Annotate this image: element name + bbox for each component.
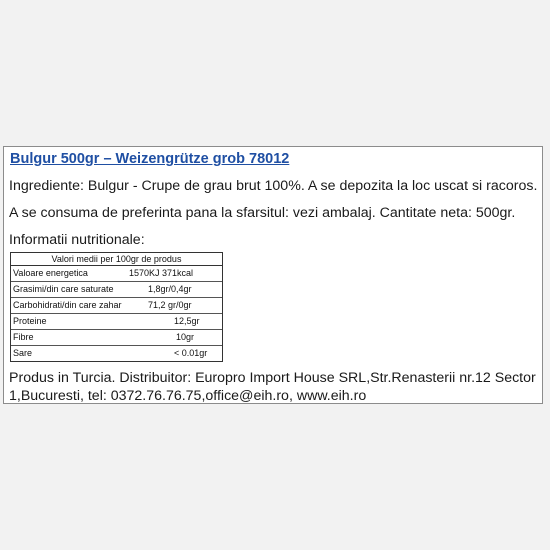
nutrient-value: 12,5gr [174, 316, 200, 326]
nutrient-name: Fibre [13, 332, 34, 342]
product-title: Bulgur 500gr – Weizengrütze grob 78012 [10, 151, 290, 167]
nutrient-value: < 0.01gr [174, 348, 208, 358]
table-row [11, 346, 222, 361]
table-row [11, 282, 222, 298]
table-row [11, 298, 222, 314]
nutrient-name: Valoare energetica [13, 268, 88, 278]
nutrient-value: 1,8gr/0,4gr [148, 284, 192, 294]
table-row [11, 266, 222, 282]
ingredients-text: Ingrediente: Bulgur - Crupe de grau brut 100%. A se depozita la loc uscat si racoros. [9, 178, 538, 194]
table-row [11, 314, 222, 330]
nutrition-table-header: Valori medii per 100gr de produs [11, 253, 222, 266]
distributor-text-line1: Produs in Turcia. Distribuitor: Europro Import House SRL,Str.Renasterii nr.12 Sector [9, 370, 536, 386]
nutrient-value: 71,2 gr/0gr [148, 300, 192, 310]
nutrition-table [10, 252, 223, 362]
distributor-text-line2: 1,Bucuresti, tel: 0372.76.76.75,office@eih.ro, www.eih.ro [9, 388, 367, 404]
nutrient-name: Proteine [13, 316, 47, 326]
table-row [11, 330, 222, 346]
nutrient-name: Carbohidrati/din care zahar [13, 300, 122, 310]
nutrient-value: 10gr [176, 332, 195, 342]
nutrition-info-label: Informatii nutritionale: [9, 232, 145, 248]
nutrient-name: Sare [13, 348, 33, 358]
nutrient-value: 1570KJ 371kcal [129, 268, 194, 278]
product-label-card [3, 146, 543, 404]
consume-text: A se consuma de preferinta pana la sfarsitul: vezi ambalaj. Cantitate neta: 500gr. [9, 205, 516, 221]
nutrient-name: Grasimi/din care saturate [13, 284, 114, 294]
